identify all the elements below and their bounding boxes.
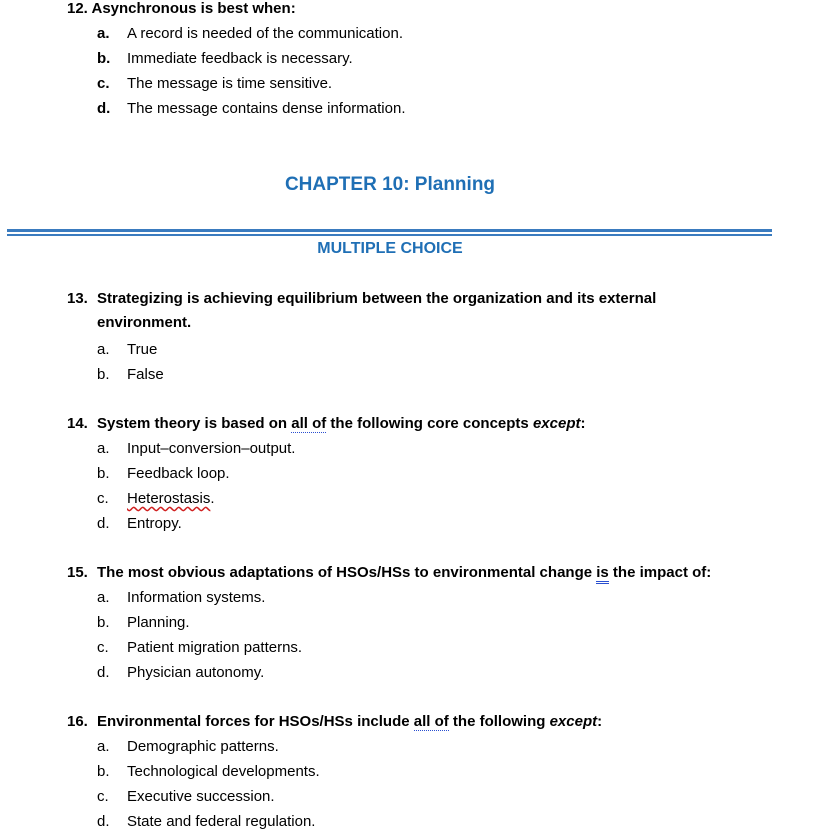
q15-stem-post: the impact of: [608,564,712,581]
option-letter: c. [97,490,109,507]
q12-option-b [97,50,353,67]
option-letter: a. [97,440,110,457]
q16-option-d [97,813,315,830]
q16-stem-emph: except [549,713,598,730]
q14-stem-pre: System theory is based on [97,415,292,432]
q15-stem-underlined: is [596,564,609,584]
q15-option-b [97,614,190,631]
option-text: State and federal regulation. [127,813,316,830]
option-letter: b. [97,366,110,383]
option-text: Demographic patterns. [127,738,279,755]
option-letter: a. [97,589,110,606]
option-letter: a. [97,738,110,755]
q14-option-a [97,440,295,457]
option-text: The message contains dense information. [127,100,406,117]
q16-option-b [97,763,320,780]
q12-option-c [97,75,332,92]
q13-option-a [97,341,157,358]
option-text: Patient migration patterns. [127,639,303,656]
q15-number: 15. [67,564,88,581]
option-text: Planning. [127,614,190,631]
q12-question [67,0,296,17]
q14-number: 14. [67,415,88,432]
q15-option-d [97,664,264,681]
q13-number: 13. [67,290,88,307]
q16-stem-post: the following [448,713,550,730]
option-text: The message is time sensitive. [127,75,333,92]
option-letter: b. [97,614,110,631]
q14-option-c [97,490,215,507]
q14-option-b [97,465,230,482]
option-text: Immediate feedback is necessary. [127,50,353,67]
q16-option-a [97,738,279,755]
q14-stem-underlined: all of [291,415,327,432]
option-letter: c. [97,788,109,805]
option-text: Feedback loop. [127,465,230,482]
option-letter: b. [97,763,110,780]
q12-number: 12. [67,0,88,17]
q12-stem: Asynchronous is best when: [91,0,296,17]
section-title: MULTIPLE CHOICE [317,240,463,257]
q12-option-a [97,25,403,42]
q16-stem-underlined: all of [413,713,449,730]
q13-option-b [97,366,164,383]
chapter-title: CHAPTER 10: Planning [284,174,496,195]
option-letter: c. [97,75,110,92]
option-letter: d. [97,100,111,117]
option-text: Technological developments. [127,763,320,780]
q12-option-d [97,100,406,117]
spelling-flag-word: Heterostasis [127,490,211,507]
q13-stem-line2: environment. [97,314,192,331]
option-letter: d. [97,813,110,830]
option-text: Physician autonomy. [127,664,265,681]
option-text: Input–conversion–output. [127,440,296,457]
option-text: Entropy. [127,515,182,532]
option-letter: b. [97,50,111,67]
option-letter: a. [97,25,110,42]
q15-question [67,564,711,581]
q14-option-d [97,515,182,532]
q14-question [67,415,585,432]
q16-number: 16. [67,713,88,730]
option-text-end: . [210,490,215,507]
q13-stem-line1: Strategizing is achieving equilibrium between the organization and its external [97,290,657,307]
heading-rule-thick [7,229,772,232]
q16-question [67,713,602,730]
q14-stem-end: : [580,415,586,432]
option-letter: b. [97,465,110,482]
option-letter: a. [97,341,110,358]
q14-stem-post: the following core concepts [326,415,533,432]
q16-stem-end: : [597,713,603,730]
option-text: False [127,366,164,383]
option-text: True [127,341,158,358]
option-text: A record is needed of the communication. [127,25,403,42]
heading-rule-thin [7,234,772,236]
q13-question [67,290,757,331]
q15-stem-pre: The most obvious adaptations of HSOs/HSs to environmental change [97,564,597,581]
q16-stem-pre: Environmental forces for HSOs/HSs include [97,713,414,730]
option-letter: c. [97,639,109,656]
option-text: Information systems. [127,589,266,606]
q14-stem-emph: except [532,415,581,432]
q15-option-a [97,589,265,606]
option-letter: d. [97,664,110,681]
option-text: Executive succession. [127,788,275,805]
q15-option-c [97,639,302,656]
option-letter: d. [97,515,110,532]
q16-option-c [97,788,275,805]
